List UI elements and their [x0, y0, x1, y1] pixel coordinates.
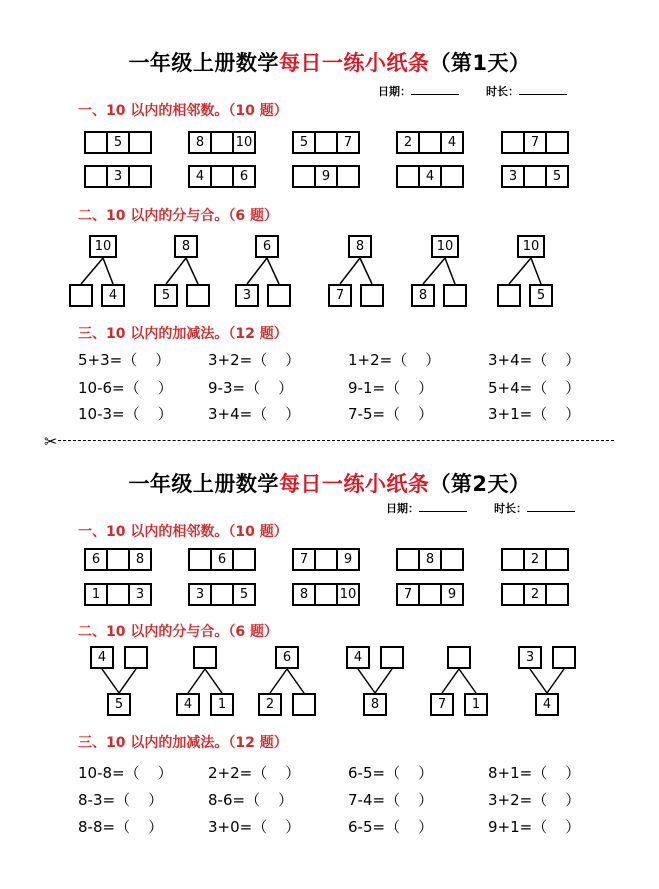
connector-line	[360, 258, 372, 284]
section-arithmetic: 三、10 以内的加减法。（12 题）	[78, 326, 288, 342]
answer-blank[interactable]	[547, 351, 565, 369]
section-split: 二、10 以内的分与合。（6 题）	[78, 624, 278, 640]
number-box: 10	[89, 235, 117, 258]
neighbor-triple	[501, 583, 569, 606]
equation	[208, 349, 300, 370]
number-cell: 8	[292, 583, 316, 606]
answer-cell[interactable]	[210, 131, 234, 154]
number-cell: 6	[232, 165, 256, 188]
equation	[488, 762, 580, 783]
neighbor-triple	[188, 165, 256, 188]
date-label: 日期：	[386, 502, 419, 515]
cut-line	[58, 440, 614, 441]
number-box: 5	[107, 693, 131, 716]
connector-line	[267, 258, 279, 284]
equation-text: 3+1=（	[488, 405, 548, 423]
number-cell: 7	[292, 548, 316, 571]
answer-cell[interactable]	[210, 583, 234, 606]
close-paren: ）	[565, 379, 581, 397]
answer-cell[interactable]	[292, 165, 316, 188]
connector-line	[509, 258, 531, 284]
close-paren: ）	[285, 764, 301, 782]
equation-text: 3+2=（	[488, 791, 548, 809]
equation-text: 5+3=（	[78, 351, 138, 369]
sheet1-title	[0, 47, 659, 77]
close-paren: ）	[425, 351, 441, 369]
number-cell: 5	[232, 583, 256, 606]
answer-blank[interactable]	[400, 791, 418, 809]
answer-blank[interactable]	[137, 351, 155, 369]
neighbor-triple	[188, 583, 256, 606]
equation	[488, 349, 580, 370]
connector-line	[445, 258, 455, 284]
equation	[348, 377, 433, 398]
number-cell: 4	[440, 131, 464, 154]
answer-cell[interactable]	[106, 583, 130, 606]
equation	[348, 349, 440, 370]
connector-line	[270, 669, 287, 693]
number-box: 3	[518, 646, 542, 669]
neighbor-triple	[188, 548, 256, 571]
close-paren: ）	[418, 405, 434, 423]
number-box: 5	[529, 284, 553, 307]
number-box: 8	[174, 235, 198, 258]
answer-cell[interactable]	[440, 548, 464, 571]
equation-text: 7-5=（	[348, 405, 401, 423]
neighbor-triple	[84, 583, 152, 606]
answer-cell[interactable]	[314, 131, 338, 154]
time-field[interactable]	[486, 83, 567, 99]
neighbor-triple	[84, 131, 152, 154]
number-cell: 8	[418, 548, 442, 571]
number-box: 7	[430, 693, 454, 716]
answer-blank[interactable]	[130, 818, 148, 836]
title-day: （第1天）	[429, 51, 531, 75]
answer-blank[interactable]	[400, 379, 418, 397]
equation-text: 8-3=（	[78, 791, 131, 809]
answer-cell[interactable]	[84, 131, 108, 154]
number-cell: 6	[84, 548, 108, 571]
number-cell: 2	[523, 583, 547, 606]
time-field[interactable]	[494, 500, 575, 516]
close-paren: ）	[565, 764, 581, 782]
answer-blank[interactable]	[267, 818, 285, 836]
answer-cell[interactable]	[210, 165, 234, 188]
answer-box[interactable]	[292, 693, 316, 716]
answer-blank[interactable]	[400, 405, 418, 423]
equation-text: 3+4=（	[208, 405, 268, 423]
answer-box[interactable]	[69, 284, 93, 307]
answer-cell[interactable]	[396, 165, 420, 188]
neighbor-triple	[188, 131, 256, 154]
answer-blank[interactable]	[407, 351, 425, 369]
number-cell: 1	[84, 583, 108, 606]
answer-box[interactable]	[267, 284, 291, 307]
number-cell: 6	[210, 548, 234, 571]
answer-cell[interactable]	[188, 548, 212, 571]
close-paren: ）	[148, 818, 164, 836]
answer-cell[interactable]	[106, 548, 130, 571]
equation-text: 8-8=（	[78, 818, 131, 836]
time-label: 时长：	[494, 502, 527, 515]
neighbor-triple	[292, 131, 360, 154]
connector-line	[358, 669, 375, 693]
number-box: 4	[101, 284, 125, 307]
close-paren: ）	[418, 379, 434, 397]
equation	[348, 789, 433, 810]
close-paren: ）	[278, 379, 294, 397]
equation-text: 9-3=（	[208, 379, 261, 397]
equation	[208, 403, 300, 424]
equation-text: 1+2=（	[348, 351, 408, 369]
number-cell: 9	[440, 583, 464, 606]
answer-blank[interactable]	[267, 764, 285, 782]
answer-cell[interactable]	[128, 165, 152, 188]
close-paren: ）	[285, 351, 301, 369]
number-cell: 4	[418, 165, 442, 188]
date-field[interactable]	[378, 83, 459, 99]
answer-cell[interactable]	[501, 583, 525, 606]
close-paren: ）	[155, 351, 171, 369]
equation	[488, 377, 580, 398]
neighbor-triple	[501, 548, 569, 571]
equation-text: 8+1=（	[488, 764, 548, 782]
number-box: 4	[535, 693, 559, 716]
close-paren: ）	[565, 351, 581, 369]
connector-line	[287, 669, 304, 693]
number-cell: 7	[336, 131, 360, 154]
equation	[78, 377, 173, 398]
equation	[348, 762, 433, 783]
close-paren: ）	[418, 791, 434, 809]
neighbor-triple	[501, 165, 569, 188]
number-box: 4	[90, 646, 114, 669]
equation	[348, 403, 433, 424]
answer-blank[interactable]	[140, 764, 158, 782]
equation	[208, 816, 300, 837]
neighbor-triple	[396, 548, 464, 571]
answer-box[interactable]	[193, 646, 217, 669]
close-paren: ）	[285, 818, 301, 836]
equation	[78, 789, 163, 810]
connector-line	[119, 669, 136, 693]
answer-blank[interactable]	[260, 379, 278, 397]
answer-box[interactable]	[552, 646, 576, 669]
answer-box[interactable]	[186, 284, 210, 307]
answer-blank[interactable]	[130, 791, 148, 809]
equation	[208, 377, 293, 398]
connector-line	[375, 669, 392, 693]
title-text: 一年级上册数学	[128, 51, 279, 75]
answer-blank[interactable]	[400, 818, 418, 836]
close-paren: ）	[418, 818, 434, 836]
number-box: 3	[235, 284, 259, 307]
answer-box[interactable]	[380, 646, 404, 669]
answer-cell[interactable]	[314, 583, 338, 606]
answer-blank[interactable]	[260, 791, 278, 809]
neighbor-triple	[396, 165, 464, 188]
connector-line	[166, 258, 186, 284]
answer-blank[interactable]	[140, 405, 158, 423]
connector-line	[186, 258, 198, 284]
title-day: （第2天）	[429, 472, 531, 496]
answer-cell[interactable]	[545, 131, 569, 154]
answer-cell[interactable]	[128, 131, 152, 154]
equation	[488, 816, 580, 837]
number-cell: 9	[314, 165, 338, 188]
title-text: 一年级上册数学	[128, 472, 279, 496]
neighbor-triple	[84, 548, 152, 571]
number-box: 8	[348, 235, 372, 258]
section-split: 二、10 以内的分与合。（6 题）	[78, 208, 278, 224]
number-box: 2	[258, 693, 282, 716]
answer-cell[interactable]	[501, 548, 525, 571]
number-cell: 3	[128, 583, 152, 606]
answer-cell[interactable]	[545, 548, 569, 571]
connector-line	[442, 669, 459, 693]
equation-text: 9+1=（	[488, 818, 548, 836]
connector-line	[247, 258, 267, 284]
answer-blank[interactable]	[400, 764, 418, 782]
number-box: 6	[255, 235, 279, 258]
connector-line	[188, 669, 205, 693]
number-cell: 7	[396, 583, 420, 606]
number-cell: 9	[336, 548, 360, 571]
close-paren: ）	[278, 791, 294, 809]
neighbor-triple	[501, 131, 569, 154]
answer-cell[interactable]	[418, 583, 442, 606]
close-paren: ）	[157, 379, 173, 397]
number-cell: 3	[188, 583, 212, 606]
equation-text: 7-4=（	[348, 791, 401, 809]
answer-cell[interactable]	[418, 131, 442, 154]
connector-line	[423, 258, 445, 284]
sheet2-title	[0, 468, 659, 498]
equation	[78, 349, 170, 370]
equation	[488, 403, 580, 424]
number-box: 1	[464, 693, 488, 716]
connector-line	[103, 258, 113, 284]
close-paren: ）	[565, 405, 581, 423]
section-neighbors: 一、10 以内的相邻数。（10 题）	[78, 103, 288, 119]
neighbor-triple	[396, 131, 464, 154]
number-box: 10	[431, 235, 459, 258]
answer-blank[interactable]	[267, 351, 285, 369]
title-highlight: 每日一练小纸条	[278, 51, 430, 75]
equation-text: 9-1=（	[348, 379, 401, 397]
answer-blank[interactable]	[547, 405, 565, 423]
scissor-icon: ✂	[44, 432, 58, 451]
answer-cell[interactable]	[545, 583, 569, 606]
equation-text: 8-6=（	[208, 791, 261, 809]
connector-line	[102, 669, 119, 693]
equation	[208, 762, 300, 783]
number-cell: 8	[188, 131, 212, 154]
number-box: 6	[275, 646, 299, 669]
answer-box[interactable]	[124, 646, 148, 669]
close-paren: ）	[157, 764, 173, 782]
answer-blank[interactable]	[140, 379, 158, 397]
number-box: 7	[328, 284, 352, 307]
equation-text: 3+0=（	[208, 818, 268, 836]
answer-cell[interactable]	[396, 548, 420, 571]
answer-blank[interactable]	[547, 764, 565, 782]
number-cell: 5	[292, 131, 316, 154]
answer-blank[interactable]	[547, 791, 565, 809]
close-paren: ）	[285, 405, 301, 423]
connector-line	[205, 669, 222, 693]
close-paren: ）	[565, 818, 581, 836]
answer-cell[interactable]	[501, 131, 525, 154]
date-field[interactable]	[386, 500, 467, 516]
date-label: 日期：	[378, 85, 411, 98]
answer-box[interactable]	[447, 646, 471, 669]
number-cell: 4	[188, 165, 212, 188]
equation	[208, 789, 293, 810]
equation	[78, 816, 163, 837]
number-cell: 2	[396, 131, 420, 154]
equation	[488, 789, 580, 810]
answer-cell[interactable]	[440, 165, 464, 188]
answer-cell[interactable]	[523, 165, 547, 188]
number-box: 1	[210, 693, 234, 716]
number-cell: 10	[336, 583, 360, 606]
equation-text: 5+4=（	[488, 379, 548, 397]
number-cell: 10	[232, 131, 256, 154]
neighbor-triple	[292, 165, 360, 188]
close-paren: ）	[418, 764, 434, 782]
connector-line	[340, 258, 360, 284]
time-label: 时长：	[486, 85, 519, 98]
equation	[348, 816, 433, 837]
equation-text: 3+2=（	[208, 351, 268, 369]
answer-box[interactable]	[360, 284, 384, 307]
answer-cell[interactable]	[314, 548, 338, 571]
answer-blank[interactable]	[547, 379, 565, 397]
number-cell: 7	[523, 131, 547, 154]
number-box: 10	[517, 235, 545, 258]
answer-cell[interactable]	[232, 548, 256, 571]
title-highlight: 每日一练小纸条	[278, 472, 430, 496]
answer-blank[interactable]	[547, 818, 565, 836]
number-cell: 5	[106, 131, 130, 154]
number-cell: 2	[523, 548, 547, 571]
answer-blank[interactable]	[267, 405, 285, 423]
neighbor-triple	[292, 548, 360, 571]
close-paren: ）	[148, 791, 164, 809]
close-paren: ）	[565, 791, 581, 809]
neighbor-triple	[292, 583, 360, 606]
equation	[78, 403, 173, 424]
section-arithmetic: 三、10 以内的加减法。（12 题）	[78, 735, 288, 751]
answer-box[interactable]	[497, 284, 521, 307]
number-cell: 5	[545, 165, 569, 188]
number-box: 8	[411, 284, 435, 307]
equation	[78, 762, 173, 783]
number-box: 8	[363, 693, 387, 716]
connector-line	[81, 258, 103, 284]
equation-text: 10-8=（	[78, 764, 140, 782]
answer-box[interactable]	[443, 284, 467, 307]
number-box: 5	[154, 284, 178, 307]
section-neighbors: 一、10 以内的相邻数。（10 题）	[78, 524, 288, 540]
equation-text: 6-5=（	[348, 764, 401, 782]
number-cell: 8	[128, 548, 152, 571]
connector-line	[530, 669, 547, 693]
neighbor-triple	[84, 165, 152, 188]
connector-line	[459, 669, 476, 693]
close-paren: ）	[157, 405, 173, 423]
number-cell: 3	[106, 165, 130, 188]
equation-text: 6-5=（	[348, 818, 401, 836]
equation-text: 10-3=（	[78, 405, 140, 423]
connector-line	[547, 669, 564, 693]
number-box: 4	[346, 646, 370, 669]
connector-line	[531, 258, 541, 284]
answer-cell[interactable]	[84, 165, 108, 188]
equation-text: 3+4=（	[488, 351, 548, 369]
neighbor-triple	[396, 583, 464, 606]
answer-cell[interactable]	[336, 165, 360, 188]
number-box: 4	[176, 693, 200, 716]
equation-text: 10-6=（	[78, 379, 140, 397]
number-cell: 3	[501, 165, 525, 188]
equation-text: 2+2=（	[208, 764, 268, 782]
